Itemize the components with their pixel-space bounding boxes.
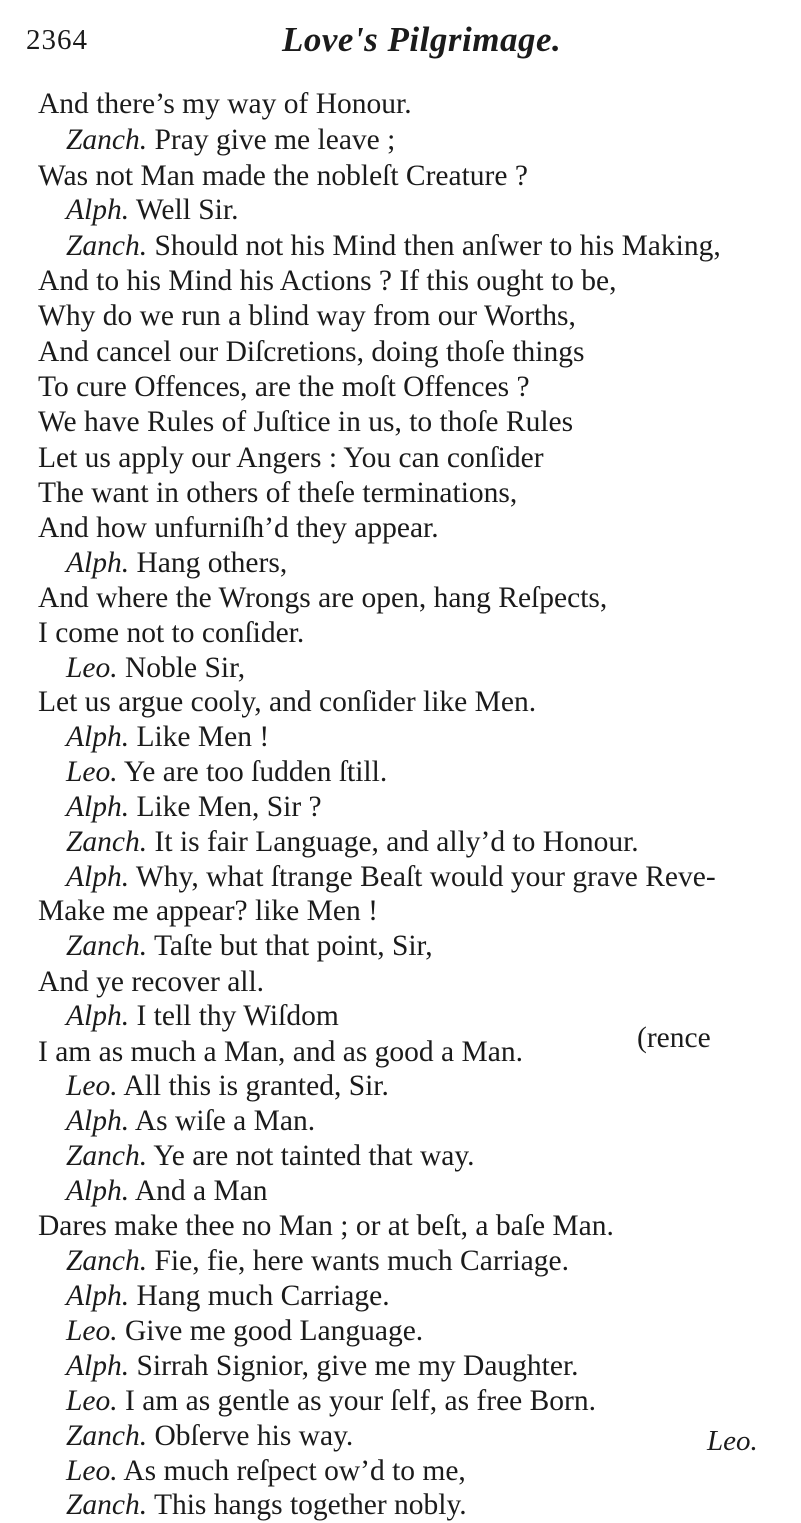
speaker-name: Zanch. [66, 930, 148, 962]
running-title: Love's Pilgrimage. [282, 20, 562, 59]
speaker-name: Zanch. [66, 826, 148, 858]
speaker-name: Alph. [66, 1175, 130, 1207]
line-text: And cancel our Diſcretions, doing thoſe things [38, 336, 585, 368]
line-text: And how unfurniſh’d they appear. [38, 512, 439, 544]
verse-line [66, 824, 639, 860]
line-text: Taſte but that point, Sir, [147, 930, 433, 962]
verse-line [66, 1348, 579, 1384]
verse-line [66, 754, 387, 790]
line-text: Should not his Mind then anſwer to his Making, [147, 230, 721, 262]
verse-line [38, 298, 576, 334]
verse-line [66, 192, 238, 228]
verse-line [66, 1487, 467, 1523]
speaker-name: Leo. [66, 1385, 118, 1417]
verse-line [66, 545, 287, 581]
speaker-name: Leo. [66, 1455, 118, 1487]
line-text: Sirrah Signior, give me my Daughter. [129, 1350, 579, 1382]
verse-line [66, 650, 245, 686]
speaker-name: Leo. [66, 1070, 118, 1102]
verse-line [66, 1103, 315, 1139]
line-text: I am as much a Man, and as good a Man. [38, 1036, 523, 1068]
line-text: Obſerve his way. [147, 1420, 354, 1452]
line-text: Why, what ſtrange Beaſt would your grave Reve- [129, 861, 716, 893]
line-text: As much reſpect ow’d to me, [117, 1455, 466, 1487]
verse-line [66, 859, 716, 895]
line-text: Make me appear? like Men ! [38, 895, 378, 927]
verse-line [38, 369, 530, 405]
speaker-name: Zanch. [66, 1140, 148, 1172]
speaker-name: Zanch. [66, 124, 148, 156]
page-number: 2364 [26, 24, 88, 56]
line-text: To cure Offences, are the moſt Offences ? [38, 371, 530, 403]
verse-line [38, 1208, 614, 1244]
speaker-name: Zanch. [66, 1245, 148, 1277]
line-text: Well Sir. [129, 194, 239, 226]
verse-line [66, 1278, 390, 1314]
verse-line [38, 263, 617, 299]
speaker-name: Alph. [66, 861, 130, 893]
verse-line [38, 86, 412, 122]
line-text: Give me good Language. [117, 1315, 424, 1347]
verse-line [66, 719, 269, 755]
verse-line [66, 1418, 353, 1454]
line-text: Like Men ! [129, 721, 270, 753]
verse-line [66, 228, 721, 264]
verse-line [66, 122, 395, 158]
page-header [0, 14, 801, 70]
speaker-name: Alph. [66, 1105, 130, 1137]
verse-line [66, 1243, 569, 1279]
speaker-name: Zanch. [66, 230, 148, 262]
verse-line [66, 1173, 268, 1209]
verse-line [38, 615, 304, 651]
line-text: Pray give me leave ; [147, 124, 396, 156]
speaker-name: Leo. [66, 652, 118, 684]
verse-line [38, 684, 536, 720]
speaker-name: Alph. [66, 194, 130, 226]
speaker-name: Zanch. [66, 1489, 148, 1521]
line-text: Why do we run a blind way from our Worths, [38, 300, 576, 332]
verse-line [38, 510, 439, 546]
line-text: Hang others, [129, 547, 288, 579]
line-text: Hang much Carriage. [129, 1280, 390, 1312]
verse-line [38, 475, 517, 511]
verse-line [66, 1453, 466, 1489]
speaker-name: Alph. [66, 791, 130, 823]
speaker-name: Alph. [66, 721, 130, 753]
line-text: Let us argue cooly, and conſider like Men. [38, 686, 537, 718]
line-text: Noble Sir, [117, 652, 246, 684]
line-text: It is fair Language, and ally’d to Honour. [147, 826, 639, 858]
verse-line [38, 964, 264, 1000]
line-text: This hangs together nobly. [147, 1489, 467, 1521]
line-text: Fie, fie, here wants much Carriage. [147, 1245, 569, 1277]
speaker-name: Zanch. [66, 1420, 148, 1452]
line-text: I am as gentle as your ſelf, as free Born. [117, 1385, 597, 1417]
speaker-name: Alph. [66, 1000, 130, 1032]
speaker-name: Alph. [66, 1280, 130, 1312]
line-text: Ye are too ſudden ſtill. [117, 756, 388, 788]
speaker-name: Leo. [66, 1315, 118, 1347]
line-text: And where the Wrongs are open, hang Reſpects, [38, 582, 608, 614]
line-text: And ye recover all. [38, 966, 265, 998]
verse-line [66, 1068, 389, 1104]
verse-line [66, 1383, 596, 1419]
verse-line [66, 1138, 475, 1174]
line-text: I tell thy Wiſdom [129, 1000, 339, 1032]
verse-line [38, 334, 584, 370]
turnover-text: (rence [637, 1022, 711, 1054]
line-text: We have Rules of Juſtice in us, to thoſe Rules [38, 406, 574, 438]
speaker-name: Leo. [66, 756, 118, 788]
verse-line [66, 1313, 423, 1349]
line-text: Ye are not tainted that way. [147, 1140, 475, 1172]
line-text: The want in others of theſe terminations, [38, 477, 518, 509]
line-text: And there’s my way of Honour. [38, 88, 412, 120]
catchword: Leo. [707, 1425, 758, 1457]
verse-line [66, 928, 433, 964]
verse-line [38, 893, 378, 929]
verse-line [38, 158, 528, 194]
line-text: And a Man [129, 1175, 268, 1207]
line-text: And to his Mind his Actions ? If this ought to be, [38, 265, 617, 297]
line-text: Like Men, Sir ? [129, 791, 322, 823]
speaker-name: Alph. [66, 547, 130, 579]
verse-line [38, 440, 544, 476]
verse-line [38, 404, 573, 440]
line-text: As wiſe a Man. [129, 1105, 316, 1137]
line-text: Dares make thee no Man ; or at beſt, a baſe Man. [38, 1210, 614, 1242]
line-text: Let us apply our Angers : You can conſider [38, 442, 544, 474]
line-text: I come not to conſider. [38, 617, 305, 649]
speaker-name: Alph. [66, 1350, 130, 1382]
verse-line [38, 580, 607, 616]
verse-line [38, 1034, 523, 1070]
verse-line [66, 789, 322, 825]
line-text: All this is granted, Sir. [117, 1070, 389, 1102]
line-text: Was not Man made the nobleſt Creature ? [38, 160, 528, 192]
verse-line [66, 998, 339, 1034]
